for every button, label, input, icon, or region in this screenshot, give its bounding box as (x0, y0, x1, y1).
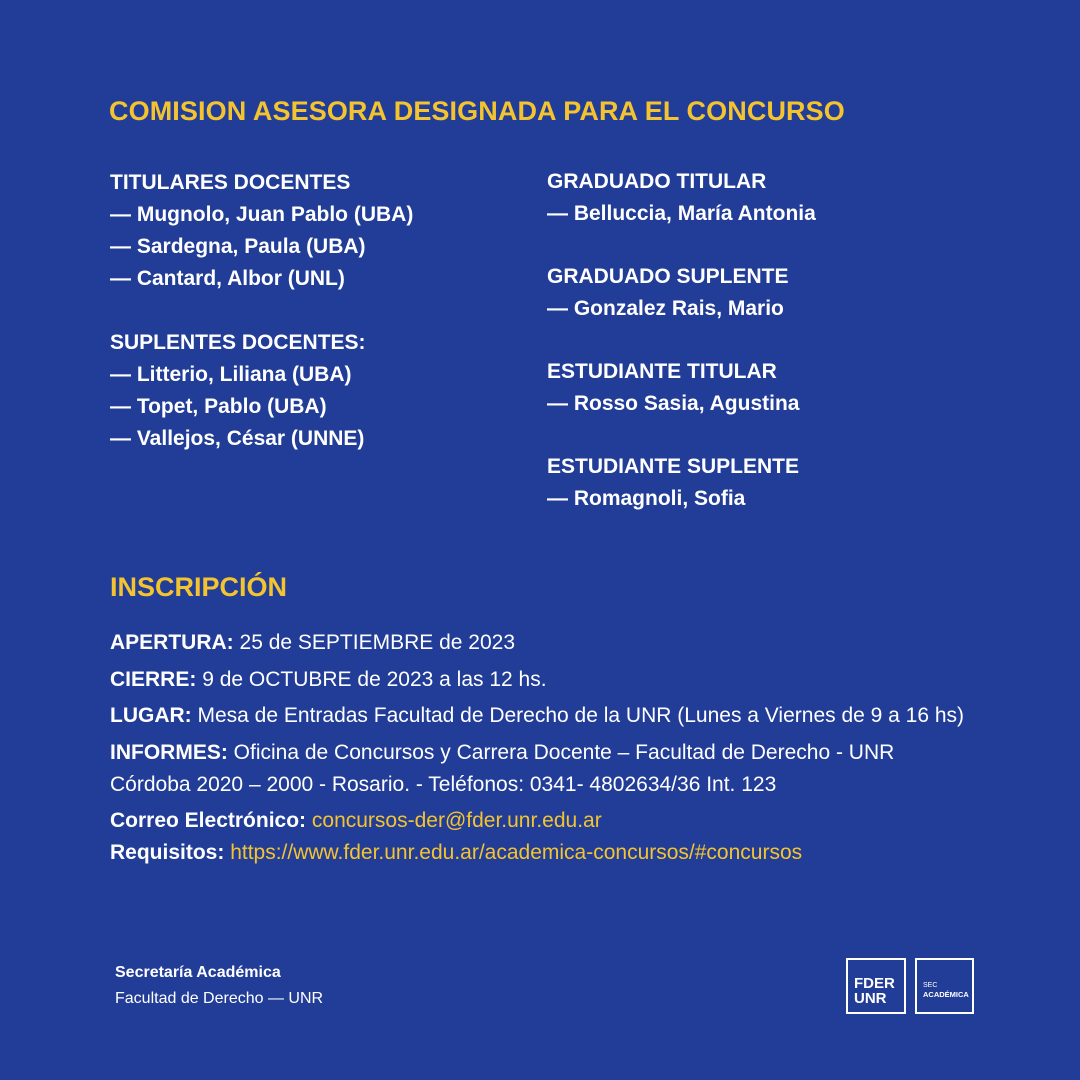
lugar-label: LUGAR: (110, 704, 192, 727)
cierre-value: 9 de OCTUBRE de 2023 a las 12 hs. (202, 667, 547, 691)
cierre-line (110, 664, 980, 696)
requisitos-line (110, 837, 980, 869)
email-link[interactable]: concursos-der@fder.unr.edu.ar (311, 809, 602, 832)
apertura-line (110, 627, 980, 659)
group-heading: GRADUADO TITULAR (547, 170, 767, 193)
requisitos-link[interactable]: https://www.fder.unr.edu.ar/academica-concursos/#concursos (230, 841, 803, 864)
fder-unr-logo (846, 958, 906, 1014)
logo-text: SEC (923, 982, 938, 989)
member-item: — Belluccia, María Antonia (547, 202, 816, 225)
member-item: — Litterio, Liliana (UBA) (110, 363, 352, 386)
logo-text: UNR (854, 990, 887, 1007)
group-heading: TITULARES DOCENTES (110, 171, 351, 194)
cierre-label: CIERRE: (110, 667, 197, 691)
footer-subtitle: Facultad de Derecho — UNR (115, 990, 324, 1007)
informes-label: INFORMES: (110, 740, 228, 764)
logo-text: ACADÉMICA (923, 990, 969, 999)
informes-address: Córdoba 2020 – 2000 - Rosario. - Teléfonos: 0341- 4802634/36 Int. 123 (110, 772, 777, 796)
informes-line (110, 737, 980, 801)
apertura-label: APERTURA: (110, 631, 234, 654)
member-item: — Romagnoli, Sofia (547, 487, 746, 510)
inscripcion-details (110, 627, 980, 869)
committee-left-column (110, 167, 530, 455)
footer-title: Secretaría Académica (115, 964, 281, 981)
footer (115, 960, 323, 1012)
correo-line (110, 805, 980, 837)
group-heading: ESTUDIANTE TITULAR (547, 360, 777, 383)
member-item: — Rosso Sasia, Agustina (547, 392, 800, 415)
lugar-line (110, 700, 980, 732)
informes-value: Oficina de Concursos y Carrera Docente – Facultad de Derecho - UNR (233, 740, 895, 764)
group-heading: ESTUDIANTE SUPLENTE (547, 455, 800, 478)
inscripcion-heading: INSCRIPCIÓN (110, 572, 288, 602)
member-item: — Sardegna, Paula (UBA) (110, 235, 366, 258)
member-item: — Gonzalez Rais, Mario (547, 297, 784, 320)
page-title: COMISION ASESORA DESIGNADA PARA EL CONCURSO (109, 96, 845, 126)
member-item: — Cantard, Albor (UNL) (110, 267, 345, 290)
group-heading: SUPLENTES DOCENTES: (110, 331, 366, 354)
lugar-value: Mesa de Entradas Facultad de Derecho de la UNR (Lunes a Viernes de 9 a 16 hs) (197, 704, 965, 727)
member-item: — Mugnolo, Juan Pablo (UBA) (110, 203, 414, 226)
sec-academica-logo (915, 958, 974, 1014)
member-item: — Topet, Pablo (UBA) (110, 395, 327, 418)
group-heading: GRADUADO SUPLENTE (547, 265, 789, 288)
committee-right-column (547, 166, 987, 515)
requisitos-label: Requisitos: (110, 841, 225, 864)
logo-text: FDER (854, 975, 895, 992)
apertura-value: 25 de SEPTIEMBRE de 2023 (239, 631, 516, 654)
member-item: — Vallejos, César (UNNE) (110, 427, 365, 450)
correo-label: Correo Electrónico: (110, 809, 307, 832)
